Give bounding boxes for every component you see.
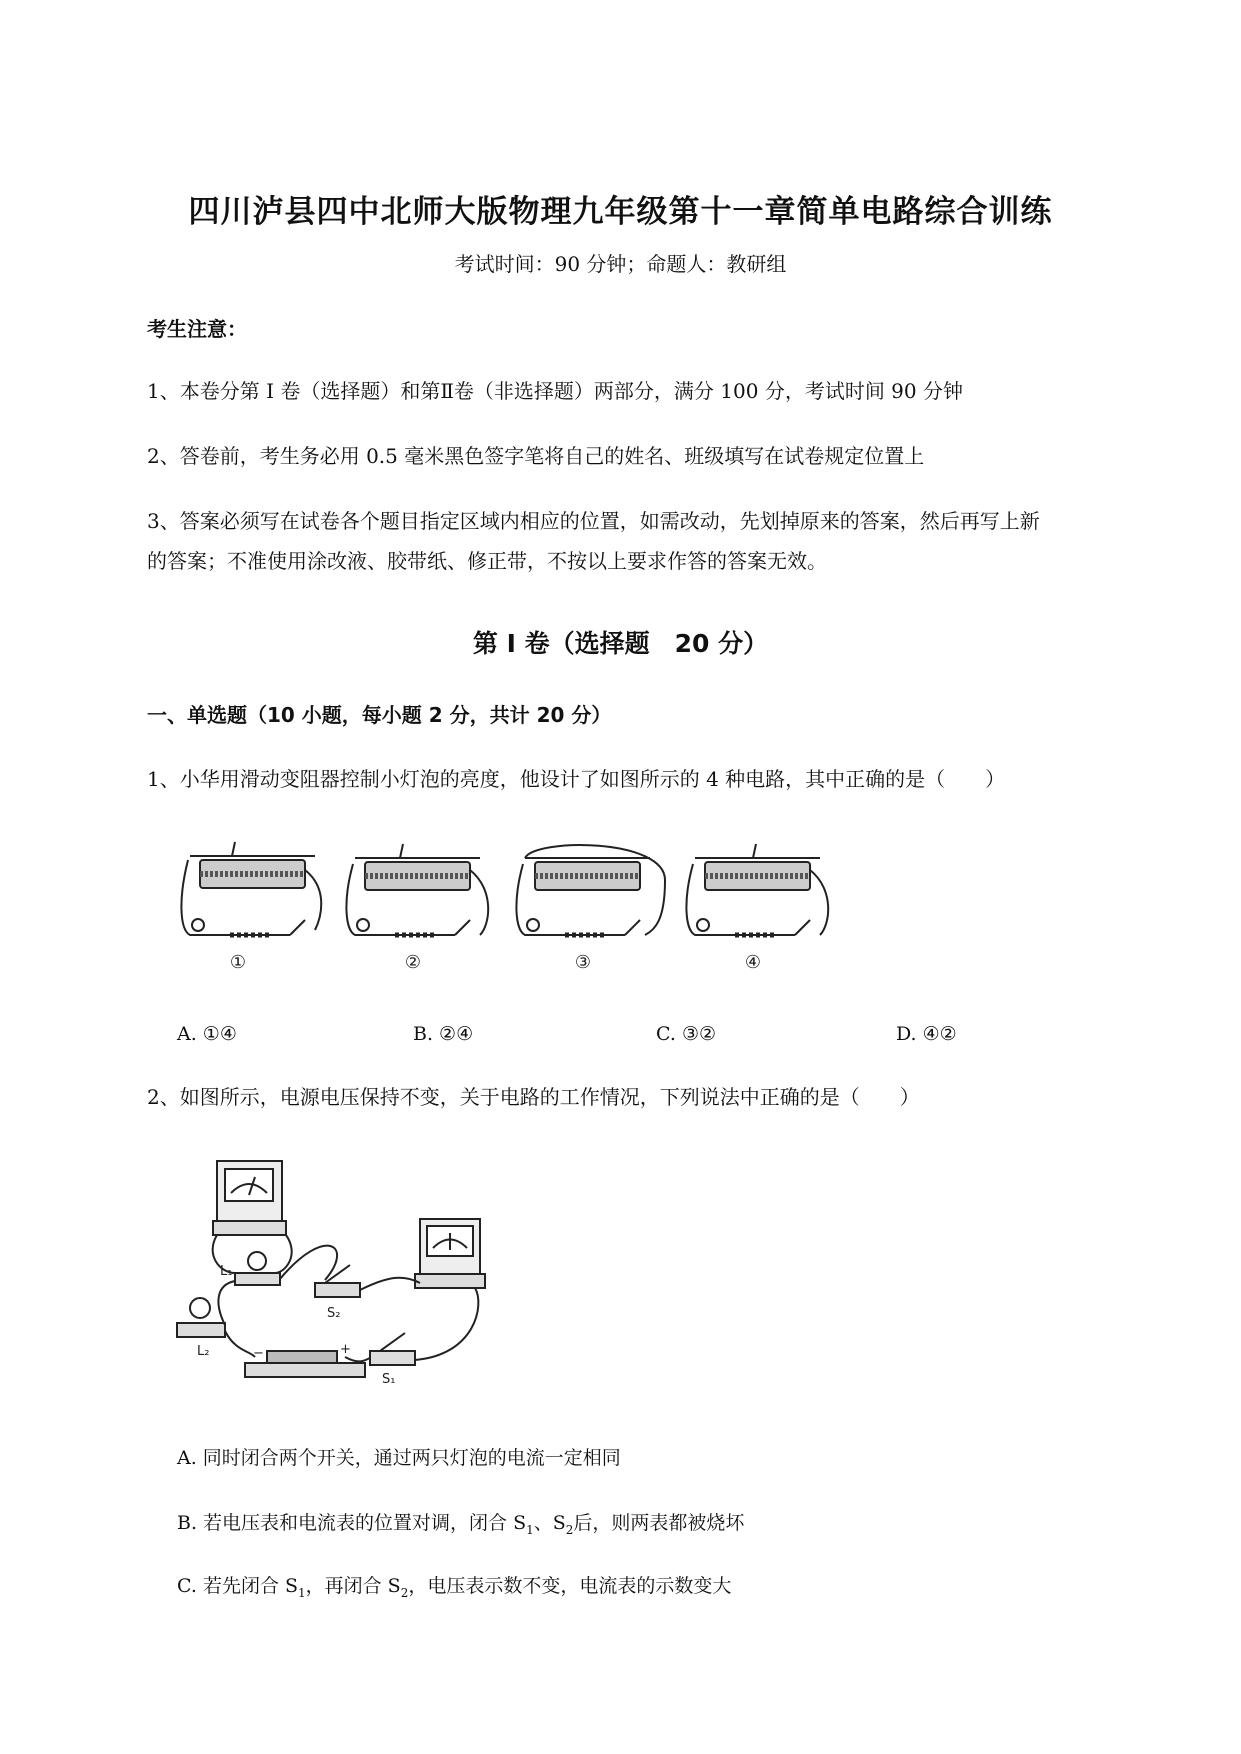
question-1-figure (170, 840, 850, 980)
question-2-option-b-text: B. 若电压表和电流表的位置对调，闭合 S (177, 1512, 527, 1534)
notice-item-2: 2、答卷前，考生务必用 0.5 毫米黑色签字笔将自己的姓名、班级填写在试卷规定位置上 (147, 444, 925, 468)
question-1-option-b[interactable]: B. ②④ (413, 1023, 474, 1045)
question-1-option-d[interactable]: D. ④② (896, 1023, 957, 1045)
circuit-diagram-4 (686, 844, 828, 935)
question-2-option-b-text-mid: 、S (533, 1512, 566, 1534)
circuit-diagram-2 (346, 844, 488, 935)
page-title: 四川泸县四中北师大版物理九年级第十一章简单电路综合训练 (188, 194, 1053, 230)
label-l1: L₁ (220, 1264, 233, 1279)
label-plus: + (340, 1342, 351, 1357)
notice-item-1: 1、本卷分第 I 卷（选择题）和第Ⅱ卷（非选择题）两部分，满分 100 分，考试时间 90 分钟 (147, 379, 963, 403)
question-2-stem: 2、如图所示，电源电压保持不变，关于电路的工作情况，下列说法中正确的是（ ） (147, 1085, 920, 1109)
circuit-diagram-3 (516, 845, 665, 935)
figure-label-2: ② (404, 952, 422, 973)
notice-heading: 考生注意： (147, 317, 247, 341)
part-heading: 一、单选题（10 小题，每小题 2 分，共计 20 分） (147, 703, 612, 727)
figure-label-4: ④ (744, 952, 762, 973)
question-2-option-c-text-mid: ，再闭合 S (305, 1575, 401, 1597)
question-1-option-c[interactable]: C. ③② (656, 1023, 717, 1045)
subscript-1: 1 (526, 1522, 534, 1537)
section-title: 第 I 卷（选择题 20 分） (472, 629, 769, 658)
circuit-diagram-1 (181, 842, 321, 935)
exam-info: 考试时间：90 分钟；命题人：教研组 (454, 252, 787, 276)
question-2-option-b-text-end: 后，则两表都被烧坏 (573, 1512, 745, 1534)
ammeter (415, 1219, 485, 1288)
question-2-option-c[interactable] (177, 1571, 731, 1600)
bulb-l1 (235, 1252, 280, 1285)
subscript-1: 1 (298, 1585, 306, 1600)
question-2-option-c-text-end: ，电压表示数不变，电流表的示数变大 (408, 1575, 732, 1597)
switch-s2 (315, 1265, 360, 1297)
label-l2: L₂ (197, 1344, 210, 1359)
label-s1: S₁ (382, 1372, 396, 1385)
notice-item-3-continued: 的答案；不准使用涂改液、胶带纸、修正带，不按以上要求作答的答案无效。 (147, 549, 827, 573)
question-1-stem: 1、小华用滑动变阻器控制小灯泡的亮度，他设计了如图所示的 4 种电路，其中正确的是（ ） (147, 767, 1006, 791)
voltmeter (213, 1161, 286, 1235)
question-2-figure (175, 1155, 495, 1385)
figure-label-3: ③ (574, 952, 592, 973)
notice-item-3: 3、答案必须写在试卷各个题目指定区域内相应的位置，如需改动，先划掉原来的答案，然后再写上新 (147, 509, 1040, 533)
question-2-option-a[interactable]: A. 同时闭合两个开关，通过两只灯泡的电流一定相同 (177, 1447, 621, 1469)
label-minus: − (253, 1346, 264, 1361)
subscript-2: 2 (400, 1585, 409, 1600)
subscript-2: 2 (565, 1522, 574, 1537)
question-2-option-c-text: C. 若先闭合 S (177, 1575, 298, 1597)
switch-s1 (370, 1333, 415, 1365)
question-2-option-b[interactable] (177, 1508, 744, 1537)
figure-label-1: ① (229, 952, 247, 973)
question-1-option-a[interactable]: A. ①④ (177, 1023, 237, 1045)
label-s2: S₂ (327, 1306, 341, 1321)
